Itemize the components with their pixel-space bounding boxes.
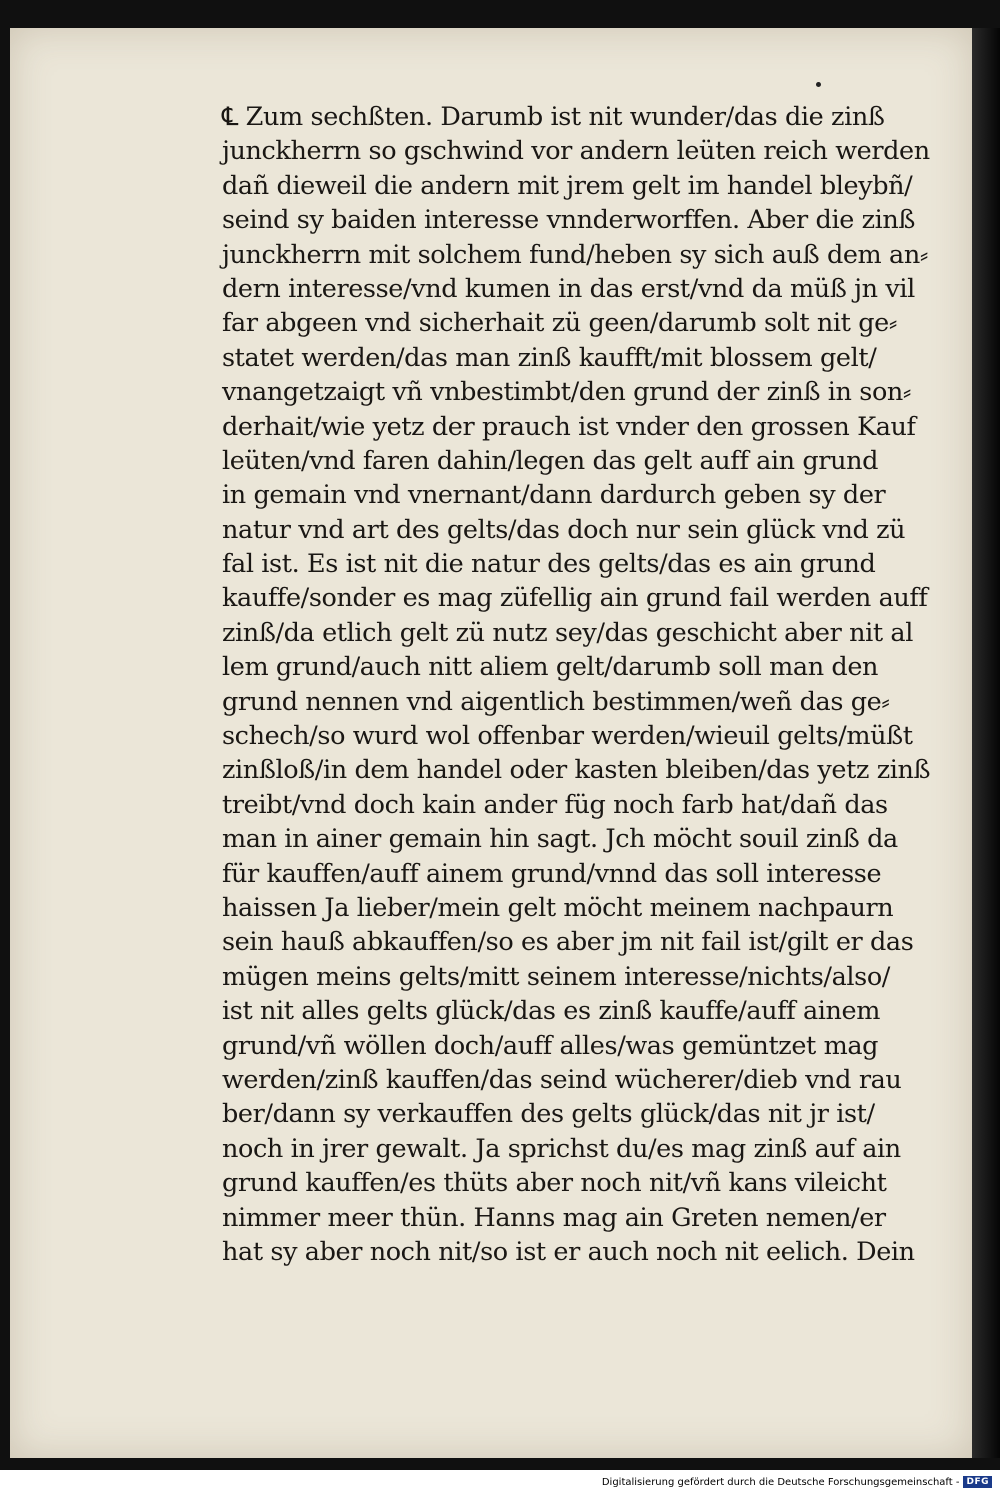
text-line: junckherrn mit solchem fund/heben sy sich auß dem an⸗ bbox=[222, 239, 928, 270]
text-line: zinß/da etlich gelt zü nutz sey/das geschicht aber nit al bbox=[222, 617, 913, 648]
text-line: vnangetzaigt vñ vnbestimbt/den grund der zinß in son⸗ bbox=[222, 377, 912, 408]
text-line: fal ist. Es ist nit die natur des gelts/das es ain grund bbox=[222, 549, 876, 580]
text-line: nimmer meer thün. Hanns mag ain Greten nemen/er bbox=[222, 1202, 886, 1233]
text-line: hat sy aber noch nit/so ist er auch noch nit eelich. Dein bbox=[222, 1236, 915, 1267]
text-line: ist nit alles gelts glück/das es zinß kauffe/auff ainem bbox=[222, 996, 881, 1027]
text-line: haissen Ja lieber/mein gelt möcht meinem nachpaurn bbox=[222, 892, 894, 923]
text-line: zinßloß/in dem handel oder kasten bleiben/das yetz zinß bbox=[222, 755, 931, 786]
text-line: in gemain vnd vnernant/dann dardurch geben sy der bbox=[222, 480, 886, 511]
text-line: leüten/vnd faren dahin/legen das gelt auff ain grund bbox=[222, 445, 879, 476]
text-line: man in ainer gemain hin sagt. Jch möcht souil zinß da bbox=[222, 824, 898, 855]
text-line: natur vnd art des gelts/das doch nur sein glück vnd zü bbox=[222, 514, 906, 545]
page-edge-shadow bbox=[972, 28, 1000, 1458]
text-line: treibt/vnd doch kain ander füg noch farb hat/dañ das bbox=[222, 789, 888, 820]
text-line: dern interesse/vnd kumen in das erst/vnd da müß jn vil bbox=[222, 273, 915, 304]
text-line: schech/so wurd wol offenbar werden/wieuil gelts/müßt bbox=[222, 721, 913, 752]
text-line: lem grund/auch nitt aliem gelt/darumb soll man den bbox=[222, 652, 879, 683]
text-line: seind sy baiden interesse vnnderworffen. Aber die zinß bbox=[222, 205, 916, 236]
text-line: grund kauffen/es thüts aber noch nit/vñ kans vileicht bbox=[222, 1168, 887, 1199]
ink-dot bbox=[816, 82, 821, 87]
text-line: kauffe/sonder es mag züfellig ain grund fail werden auff bbox=[222, 583, 928, 614]
text-line: far abgeen vnd sicherhait zü geen/darumb solt nit ge⸗ bbox=[222, 308, 897, 339]
text-line: grund/vñ wöllen doch/auff alles/was gemüntzet mag bbox=[222, 1030, 879, 1061]
text-line: werden/zinß kauffen/das seind wücherer/dieb vnd rau bbox=[222, 1064, 902, 1095]
text-line: mügen meins gelts/mitt seinem interesse/nichts/also/ bbox=[222, 961, 890, 992]
text-line: ber/dann sy verkauffen des gelts glück/das nit jr ist/ bbox=[222, 1099, 875, 1130]
funding-footer bbox=[602, 1473, 992, 1491]
text-line: für kauffen/auff ainem grund/vnnd das soll interesse bbox=[222, 858, 882, 889]
text-line: dañ dieweil die andern mit jrem gelt im handel bleybñ/ bbox=[222, 170, 913, 201]
text-line: noch in jrer gewalt. Ja sprichst du/es mag zinß auf ain bbox=[222, 1133, 901, 1164]
funding-credit: Digitalisierung gefördert durch die Deutsche Forschungsgemeinschaft - bbox=[601, 1476, 960, 1488]
text-line: ℄ Zum sechßten. Darumb ist nit wunder/das die zinß bbox=[222, 102, 885, 132]
text-line: statet werden/das man zinß kaufft/mit blossem gelt/ bbox=[222, 342, 877, 373]
text-line: grund nennen vnd aigentlich bestimmen/weñ das ge⸗ bbox=[222, 686, 890, 717]
text-line: sein hauß abkauffen/so es aber jm nit fail ist/gilt er das bbox=[222, 927, 914, 958]
body-text bbox=[222, 100, 942, 1269]
text-line: junckherrn so gschwind vor andern leüten reich werden bbox=[222, 136, 930, 167]
dfg-logo: DFG bbox=[963, 1476, 992, 1488]
text-line: derhait/wie yetz der prauch ist vnder den grossen Kauf bbox=[222, 411, 916, 442]
